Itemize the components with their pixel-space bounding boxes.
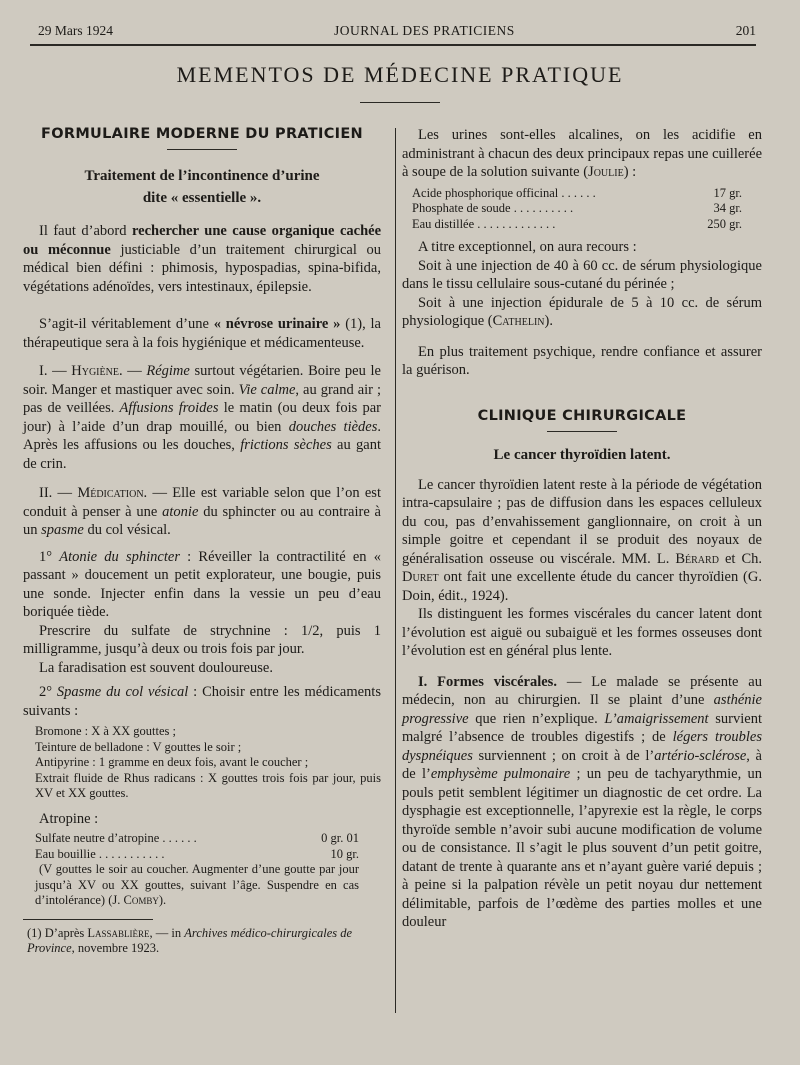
left-column [23,126,381,957]
paragraph-spasme: 2° Spasme du col vésical : Choisir entre les médicaments suivants : [23,684,381,719]
paragraph-injection-serum: Soit à une injection de 40 à 60 cc. de sérum physiologique dans le tissu cellulaire sous-cutané du périnée ; [402,257,762,292]
journal-name: JOURNAL DES PRATICIENS [333,23,515,38]
page-title: MEMENTOS DE MÉDECINE PRATIQUE [176,62,624,87]
paragraph-formes-viscerales: I. Formes viscérales. — Le malade se présente au médecin, non au chirurgien. Il se plaint d’une asthénie progressive que rien n’explique. L’amaigrissement survient malgré l’absence de troubles digestifs ; de légers troubles dyspnéiques surviennent ; on croit à de l’artério-sclérose, à de l’emphysème pulmonaire ; un peu de tachyarythmie, un pouls petit semblent légitimer un diagnostic de cet ordre. La dysphagie est exceptionnelle, l’apyrexie est la règle, le corps thyroïde semble n’avoir subi aucune modification de volume ou de consistance. Il s’agit le plus souvent d’un petit goitre, datant de trente à quarante ans et n’ayant guère varié depuis ; à peine si la palpation révèle un petit noyau dur nettement délimitable, parfois de l’œdème des parties molles et une douleur [402,673,763,930]
section-heading-formulaire: FORMULAIRE MODERNE DU PRATICIEN [41,126,363,142]
article-title-cancer: Le cancer thyroïdien latent. [493,446,671,463]
acid-formula [402,186,762,233]
paragraph-hygiene: I. — Hygiène. — Régime surtout végétarien. Boire peu le soir. Manger et mastiquer avec soin. Vie calme, au grand air ; pas de veillées. Affusions froides le matin (ou deux fois par jour) à l’aide d’un drap mouillé, ou bien douches tièdes. Après les affusions ou les douches, frictions sèches au gant de crin. [23,363,381,472]
paragraph-urines: Les urines sont-elles alcalines, on les acidifie en administrant à chacun des deux principaux repas une cuillerée à soupe de la solution suivante (Joulie) : [402,127,762,180]
formula-row: Eau distillée . . . . . . . . . . . . . 250 gr. [412,216,742,231]
section-heading-clinique: CLINIQUE CHIRURGICALE [477,407,687,424]
article-title-line-2: dite « essentielle ». [142,190,262,206]
issue-date: 29 Mars 1924 [38,23,113,38]
atropine-note: (V gouttes le soir au coucher. Augmenter d’une goutte par jour jusqu’à XV ou XX gouttes, suivant l’âge. Suspendre en cas d’intolérance) (J. Comby). [35,862,359,907]
atropine-formula [23,831,381,909]
formula-row: Phosphate de soude . . . . . . . . . . 34 gr. [412,201,742,215]
paragraph-medication: II. — Médication. — Elle est variable selon que l’on est conduit à penser à une atonie du sphincter ou au contraire à un spasme du col vésical. [23,485,381,538]
paragraph-injection-epidurale: Soit à une injection épidurale de 5 à 10 cc. de sérum physiologique (Cathelin). [402,294,762,329]
footnote: (1) D’après Lassablière, — in Archives médico-chirurgicales de Province, novembre 1923. [27,925,353,955]
medication-list [23,724,381,802]
medication-item: Antipyrine : 1 gramme en deux fois, avant le coucher ; [35,755,309,769]
paragraph-cancer-latent: Le cancer thyroïdien latent reste à la période de végétation intra-capsulaire ; pas de diffusion dans les espaces celluleux du cou, pas d’envahissement ganglionnaire, on croit à un simple goitre et cependant il se produit des noyaux de généralisation osseuse ou viscérale. MM. L. Bérard et Ch. Duret ont fait une excellente étude du cancer thyroïdien (G. Doin, édit., 1924). [402,476,763,604]
paragraph-strychnine: Prescrire du sulfate de strychnine : 1/2, puis 1 milligramme, jusqu’à deux ou trois fois par jour. [23,622,381,657]
paragraph-atonie: 1° Atonie du sphincter : Réveiller la contractilité en « passant » doucement un petit explorateur, une bougie, puis une sonde. Injecter enfin dans la vessie un peu d’eau boriquée tiède. [23,548,381,620]
paragraph-cause: Il faut d’abord rechercher une cause organique cachée ou méconnue justiciable d’un traitement chirurgical ou médical bien défini : phimosis, hypospadias, spina-bifida, végétations adénoïdes, vers intestinaux, épilepsie. [23,223,382,295]
column-divider [395,128,396,1013]
footnote-rule [23,919,153,920]
paragraph-nevrose: S’agit-il véritablement d’une « névrose urinaire » (1), la thérapeutique sera à la fois hygiénique et médicamenteuse. [23,316,381,351]
medication-item: Teinture de belladone : V gouttes le soir ; [35,739,242,754]
header-rule [30,44,756,46]
medication-item: Bromone : X à XX gouttes ; [35,724,176,738]
page-number: 201 [735,23,756,38]
paragraph-exceptionnel: A titre exceptionnel, on aura recours : [418,239,637,255]
paragraph-faradisation: La faradisation est souvent douloureuse. [39,659,273,676]
paragraph-psychique: En plus traitement psychique, rendre confiance et assurer la guérison. [402,343,762,378]
paragraph-formes: Ils distinguent les formes viscérales du cancer latent dont l’évolution est aiguë ou subaiguë et les formes osseuses dont l’évolution est en général plus lente. [402,606,762,659]
formula-row: Eau bouillie . . . . . . . . . . . 10 gr. [35,846,359,861]
medication-item: Extrait fluide de Rhus radicans : X gouttes trois fois par jour, puis XV et XX gouttes. [35,770,381,800]
formula-row: Acide phosphorique officinal . . . . . . 17 gr. [412,185,742,200]
article-title-line-1: Traitement de l’incontinence d’urine [84,168,320,184]
formula-row: Sulfate neutre d’atropine . . . . . . 0 gr. 01 [35,831,359,845]
right-column [402,126,762,932]
atropine-label: Atropine : [39,810,99,827]
title-rule [360,102,440,103]
running-head [38,22,756,40]
